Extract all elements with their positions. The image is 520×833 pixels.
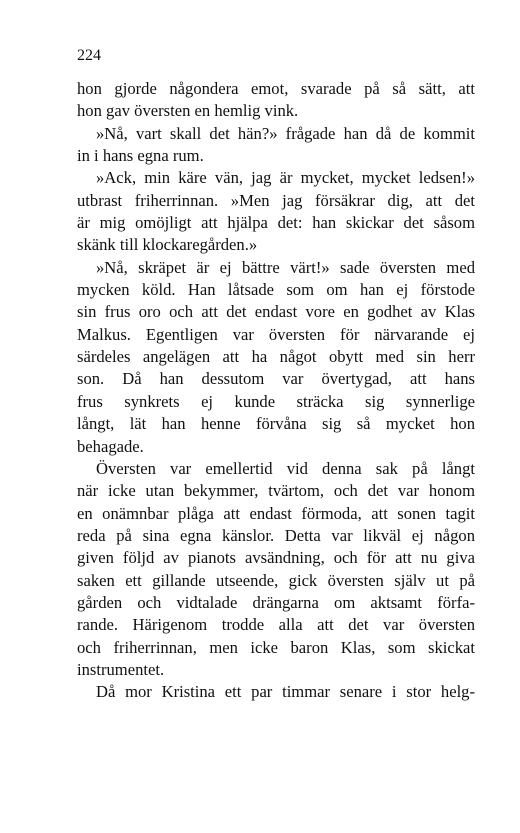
- text-line: gården och vidtalade drängarna om aktsamt förfa-: [77, 592, 475, 612]
- text-line: »Nå, vart skall det hän?» frågade han då de kommit: [96, 123, 475, 143]
- text-line: hon gjorde någondera emot, svarade på så sätt, att: [77, 79, 475, 98]
- text-line: sin frus oro och att det endast vore en godhet av Klas: [77, 302, 475, 322]
- text-line: Då mor Kristina ett par timmar senare i stor helg-: [96, 682, 475, 702]
- text-line: hon gav översten en hemlig vink.: [77, 101, 299, 121]
- text-line: skänk till klockaregården.»: [77, 235, 258, 255]
- text-line: är mig omöjligt att hjälpa det: han skickar det såsom: [77, 213, 475, 233]
- text-line: given följd av pianots avsändning, och för att nu giva: [77, 548, 475, 568]
- text-line: en onämnbar plåga att endast förmoda, att sonen tagit: [77, 503, 475, 523]
- text-line: behagade.: [77, 436, 144, 456]
- text-line: »Ack, min käre vän, jag är mycket, mycket ledsen!»: [96, 168, 475, 188]
- body-text: [77, 78, 475, 704]
- text-line: Malkus. Egentligen var översten för närvarande ej: [77, 324, 475, 344]
- text-line: in i hans egna rum.: [77, 146, 204, 166]
- page-number: 224: [77, 47, 101, 64]
- text-line: instrumentet.: [77, 659, 165, 679]
- text-line: saken ett gillande utseende, gick översten själv ut på: [77, 570, 475, 590]
- text-line: reda på sina egna känslor. Detta var likväl ej någon: [77, 525, 475, 545]
- text-line: frus synkrets ej kunde sträcka sig synnerlige: [77, 391, 475, 411]
- text-line: utbrast friherrinnan. »Men jag försäkrar dig, att det: [77, 190, 475, 210]
- text-line: mycken köld. Han låtsade som om han ej förstode: [77, 280, 475, 300]
- text-line: Översten var emellertid vid denna sak på långt: [96, 458, 475, 478]
- text-line: »Nå, skräpet är ej bättre värt!» sade översten med: [96, 257, 475, 277]
- text-line: son. Då han dessutom var övertygad, att hans: [77, 369, 475, 389]
- text-line: och friherrinnan, men icke baron Klas, som skickat: [77, 637, 475, 657]
- text-line: långt, lät han henne förvåna sig så mycket hon: [77, 414, 475, 434]
- text-line: när icke utan bekymmer, tvärtom, och det var honom: [77, 481, 475, 501]
- text-line: rande. Härigenom trodde alla att det var översten: [77, 615, 475, 635]
- text-line: särdeles angelägen att ha något obytt med sin herr: [77, 347, 475, 367]
